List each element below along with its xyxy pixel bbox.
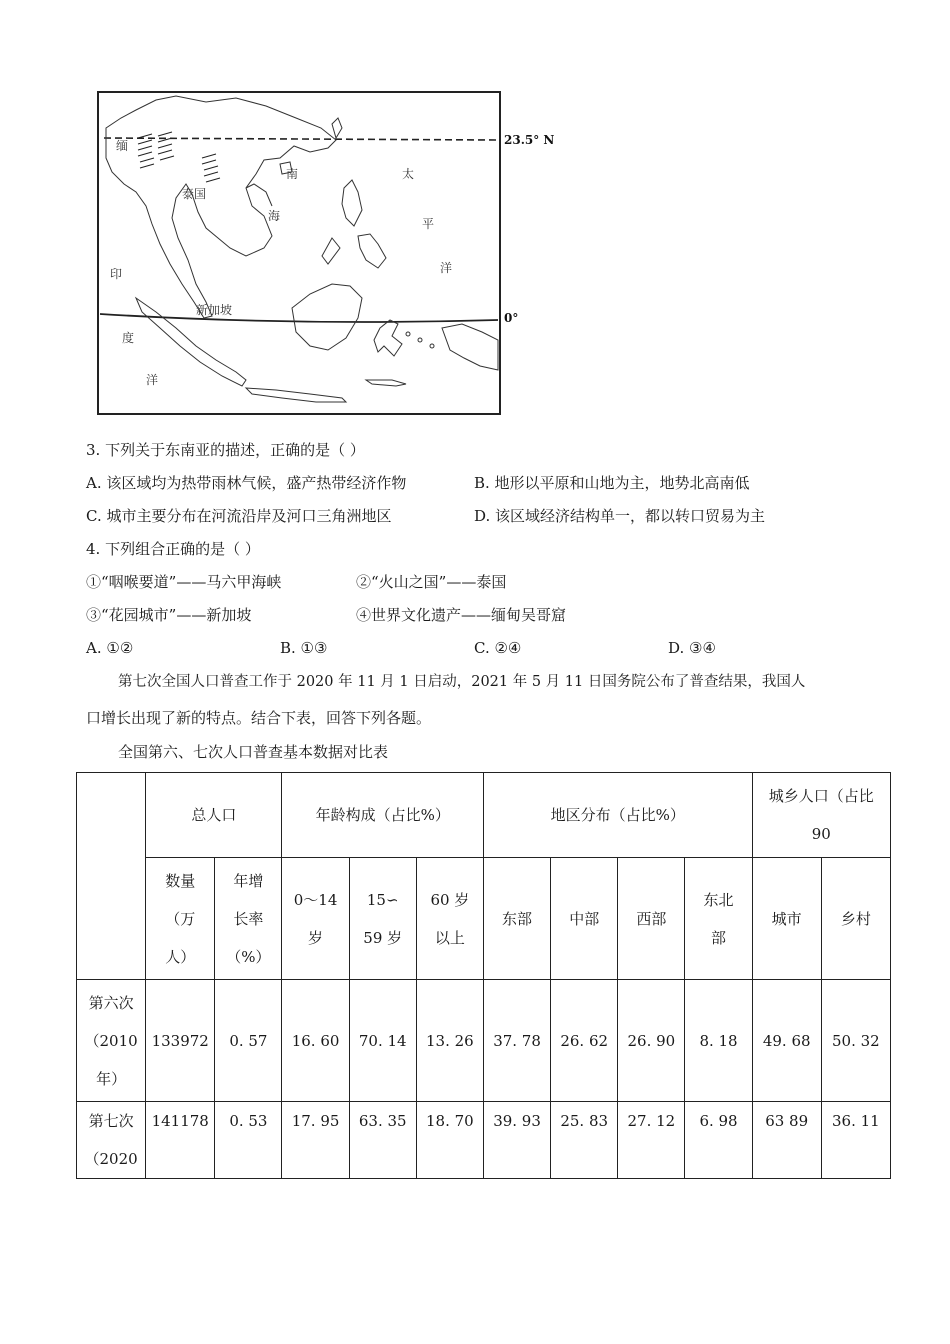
col-central-header: 中部 [551, 858, 618, 980]
singapore-label: 新加坡 [196, 303, 233, 317]
col-age1-line-1: 0～14 [293, 890, 338, 909]
q3-option-d: D. 该区域经济结构单一，都以转口贸易为主 [474, 507, 766, 525]
cell-east: 39. 93 [483, 1102, 550, 1179]
cell-age-15-59: 70. 14 [349, 980, 416, 1102]
row-label-line-3: 年） [96, 1069, 127, 1088]
cell-east: 37. 78 [483, 980, 550, 1102]
header-row-columns [77, 858, 891, 980]
indian-ocean-label-3: 洋 [146, 373, 159, 387]
q4-option-d: D. ③④ [668, 639, 716, 657]
row-label-line-2: （2010 [84, 1031, 138, 1050]
col-age-0-14-header [282, 858, 349, 980]
col-northeast-header [685, 858, 752, 980]
col-count-line-3: 人） [165, 947, 196, 966]
table-title: 全国第六、七次人口普查基本数据对比表 [118, 743, 389, 761]
q4-item-4: ④世界文化遗产——缅甸吴哥窟 [356, 606, 567, 624]
q4-option-c: C. ②④ [474, 639, 522, 657]
q4-stem: 4. 下列组合正确的是（ ） [86, 540, 260, 558]
col-age2-line-2: 59 岁 [363, 928, 403, 947]
cell-count: 133972 [146, 980, 215, 1102]
col-west-header: 西部 [618, 858, 685, 980]
q3-option-b: B. 地形以平原和山地为主，地势北高南低 [474, 474, 750, 492]
indian-ocean-label-1: 印 [110, 267, 123, 281]
q4-item-3: ③“花园城市”——新加坡 [86, 606, 252, 624]
col-age3-line-1: 60 岁 [430, 890, 470, 909]
col-age1-line-2: 岁 [308, 928, 324, 947]
thailand-label: 泰国 [182, 187, 207, 201]
table-row [77, 1102, 891, 1179]
header-regional-distribution: 地区分布（占比%） [483, 773, 752, 858]
south-china-sea-label-1: 南 [286, 167, 299, 181]
cell-count: 141178 [146, 1102, 215, 1179]
header-age-structure: 年龄构成（占比%） [282, 773, 483, 858]
col-city-header: 城市 [752, 858, 821, 980]
col-age-15-59-header [349, 858, 416, 980]
header-row-groups [77, 773, 891, 858]
cell-northeast: 6. 98 [685, 1102, 752, 1179]
col-age-60-plus-header [416, 858, 483, 980]
header-urban-rural-line-2: 90 [811, 825, 831, 843]
header-total-population: 总人口 [146, 773, 282, 858]
q4-item-2: ②“火山之国”——泰国 [356, 573, 507, 591]
cell-city: 49. 68 [752, 980, 821, 1102]
cell-rural: 50. 32 [821, 980, 890, 1102]
map-graphic [96, 88, 566, 420]
q4-option-b: B. ①③ [280, 639, 328, 657]
col-age3-line-2: 以上 [434, 928, 465, 947]
cell-age-15-59: 63. 35 [349, 1102, 416, 1179]
pacific-label-1: 太 [402, 167, 415, 181]
header-urban-rural-line-1: 城乡人口（占比 [768, 787, 874, 805]
col-east-header: 东部 [483, 858, 550, 980]
q3-option-a: A. 该区域均为热带雨林气候，盛产热带经济作物 [86, 474, 407, 492]
cell-rural: 36. 11 [821, 1102, 890, 1179]
col-ne-line-2: 部 [711, 928, 727, 947]
row-label-line-1: 第七次 [88, 1112, 134, 1130]
q3-option-c: C. 城市主要分布在河流沿岸及河口三角洲地区 [86, 507, 392, 525]
col-age2-line-1: 15∽ [366, 890, 399, 909]
cell-central: 25. 83 [551, 1102, 618, 1179]
cell-west: 26. 90 [618, 980, 685, 1102]
row-label-line-2: （2020 [84, 1150, 138, 1168]
row-label-sixth [77, 980, 146, 1102]
cell-age-0-14: 17. 95 [282, 1102, 349, 1179]
col-count-line-2: （万 [165, 909, 196, 928]
col-rural-header: 乡村 [821, 858, 890, 980]
cell-northeast: 8. 18 [685, 980, 752, 1102]
intro-line-1: 第七次全国人口普查工作于 2020 年 11 月 1 日启动，2021 年 5 月 11 日国务院公布了普查结果，我国人 [118, 674, 806, 690]
row-label-line-1: 第六次 [88, 993, 134, 1012]
pacific-label-3: 洋 [440, 261, 453, 275]
cell-age-60-plus: 18. 70 [416, 1102, 483, 1179]
col-ne-line-1: 东北 [703, 890, 734, 909]
cell-rate: 0. 57 [215, 980, 282, 1102]
south-china-sea-label-2: 海 [268, 209, 281, 223]
pacific-label-2: 平 [422, 217, 435, 231]
intro-line-2: 口增长出现了新的特点。结合下表，回答下列各题。 [86, 709, 432, 727]
col-count-header [146, 858, 215, 980]
q4-option-a: A. ①② [86, 639, 134, 657]
col-rate-header [215, 858, 282, 980]
cell-age-60-plus: 13. 26 [416, 980, 483, 1102]
col-rate-line-1: 年增 [233, 871, 264, 890]
tropic-label: 23.5° N [504, 133, 555, 147]
col-rate-line-2: 长率 [233, 909, 264, 928]
cell-rate: 0. 53 [215, 1102, 282, 1179]
table-row [77, 980, 891, 1102]
cell-age-0-14: 16. 60 [282, 980, 349, 1102]
cell-city: 63 89 [752, 1102, 821, 1179]
corner-cell [77, 773, 146, 980]
q4-item-1: ①“咽喉要道”——马六甲海峡 [86, 573, 282, 591]
q3-stem: 3. 下列关于东南亚的描述，正确的是（ ） [86, 441, 365, 459]
equator-label: 0° [504, 311, 519, 325]
cell-central: 26. 62 [551, 980, 618, 1102]
southeast-asia-map [96, 88, 566, 420]
cell-west: 27. 12 [618, 1102, 685, 1179]
census-comparison-table [76, 772, 891, 1179]
col-count-line-1: 数量 [165, 871, 196, 890]
indian-ocean-label-2: 度 [122, 331, 135, 345]
col-rate-line-3: （%） [226, 947, 271, 966]
header-urban-rural [752, 773, 890, 858]
myanmar-label: 缅 [116, 139, 129, 153]
row-label-seventh [77, 1102, 146, 1179]
